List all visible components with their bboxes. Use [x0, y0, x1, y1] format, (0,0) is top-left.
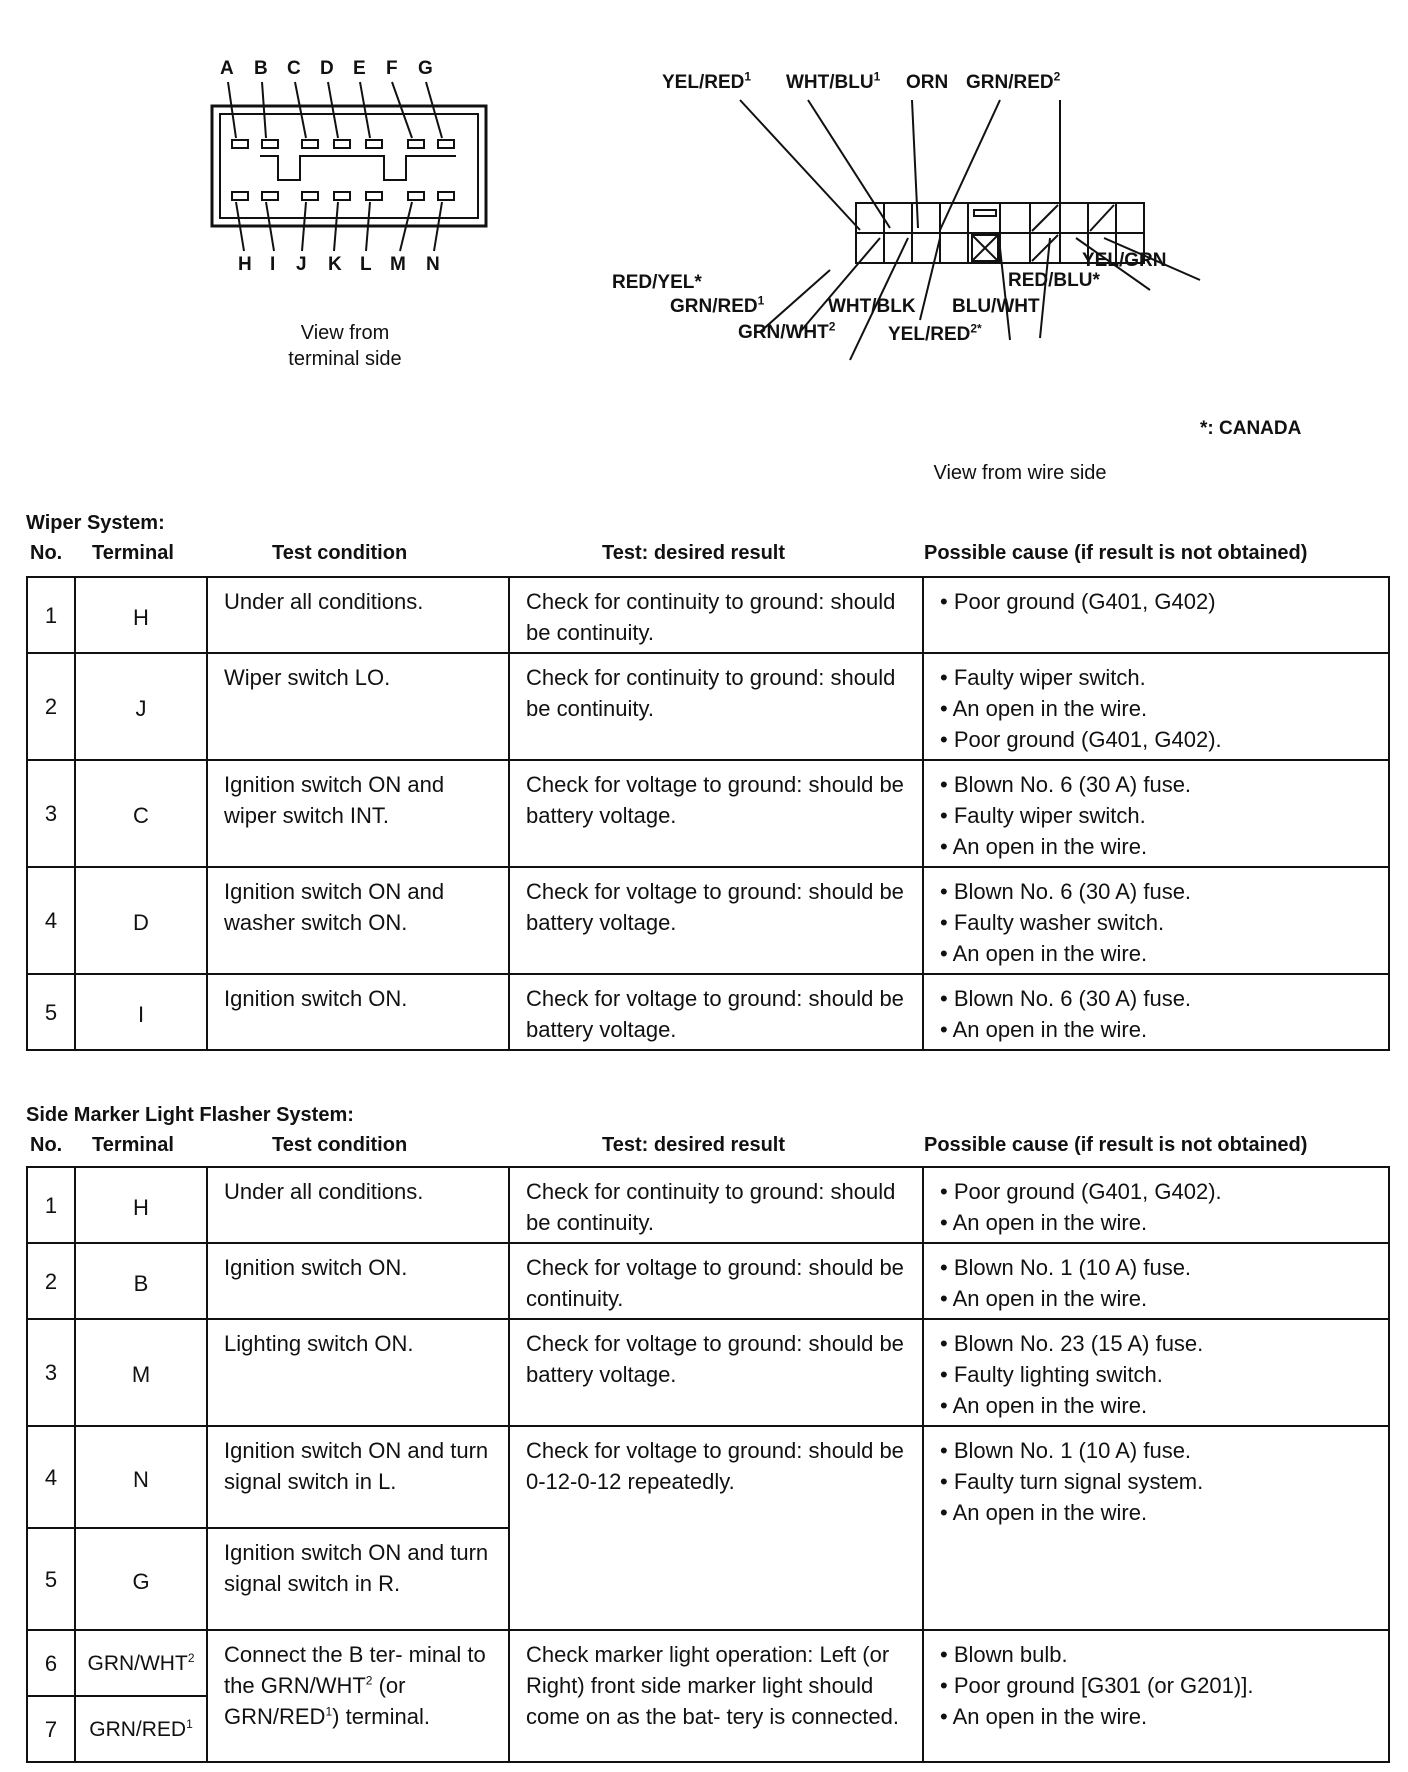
wire-label-yel-red2: YEL/$RED^{2*}$	[888, 321, 982, 345]
pin-label-e: E	[353, 58, 366, 79]
table-row: 6 GRN/WHT$^2$ Connect the B ter- minal to the GRN/WHT$^2$ (or GRN/RED$^1$) terminal. Check marker light operation: Left (or Right) front side marker light should come on as the bat- tery is connected. • Blown bulb. • Poor ground [G301 (or G201)]. • An open in the wire.	[27, 1630, 1389, 1696]
pin-label-l: L	[360, 254, 372, 275]
table-row: 5 I Ignition switch ON. Check for voltage to ground: should be battery voltage. • Blown No. 6 (30 A) fuse. • An open in the wire.	[27, 974, 1389, 1050]
wiper-table	[26, 576, 1390, 1051]
terminal-side-caption: View from terminal side	[288, 322, 402, 370]
pin-label-i: I	[270, 254, 276, 275]
marker-table	[26, 1166, 1390, 1763]
wire-label-blu-wht: BLU/WHT	[952, 296, 1040, 317]
pin-label-c: C	[287, 58, 301, 79]
connector-terminal-side-diagram	[190, 56, 490, 286]
wire-label-wht-blk: WHT/BLK	[828, 296, 916, 317]
wire-label-grn-red1: GRN/RED$^1$	[670, 293, 765, 317]
wire-label-red-yel: RED/YEL*	[612, 272, 702, 293]
wire-label-wht-blu1: WHT/BLU$^1$	[786, 69, 881, 93]
wire-label-yel-red1: YEL/RED$^1$	[662, 69, 752, 93]
table-row: 2 B Ignition switch ON. Check for voltage to ground: should be continuity. • Blown No. 1 (10 A) fuse. • An open in the wire.	[27, 1243, 1389, 1319]
pin-label-j: J	[296, 254, 307, 275]
header-no: No.	[30, 542, 63, 564]
header-cause: Possible cause (if result is not obtained)	[924, 542, 1308, 564]
table-row: 3 C Ignition switch ON and wiper switch INT. Check for voltage to ground: should be battery voltage. • Blown No. 6 (30 A) fuse. • Faulty wiper switch. • An open in the wire.	[27, 760, 1389, 867]
pin-label-h: H	[238, 254, 252, 275]
header-no: No.	[30, 1134, 63, 1156]
wire-label-yel-grn: YEL/GRN	[1082, 250, 1167, 271]
header-terminal: Terminal	[92, 542, 174, 564]
table-row: 7 GRN/RED$^1$	[27, 1696, 1389, 1762]
pin-label-b: B	[254, 58, 268, 79]
pin-label-a: A	[220, 58, 234, 79]
header-result: Test: desired result	[602, 542, 786, 564]
table-row: 2 J Wiper switch LO. Check for continuity to ground: should be continuity. • Faulty wiper switch. • An open in the wire. • Poor ground (G401, G402).	[27, 653, 1389, 760]
header-cause: Possible cause (if result is not obtained)	[924, 1134, 1308, 1156]
wire-label-orn: ORN	[906, 72, 949, 93]
pin-label-m: M	[390, 254, 406, 275]
header-result: Test: desired result	[602, 1134, 786, 1156]
marker-column-headers	[30, 1134, 1390, 1162]
connector-outline	[190, 56, 490, 286]
wire-label-red-blu: RED/BLU*	[1008, 270, 1100, 291]
table-row: 4 D Ignition switch ON and washer switch ON. Check for voltage to ground: should be battery voltage. • Blown No. 6 (30 A) fuse. • Faulty washer switch. • An open in the wire.	[27, 867, 1389, 974]
pin-label-d: D	[320, 58, 334, 79]
table-row: 5 G Ignition switch ON and turn signal switch in R.	[27, 1528, 1389, 1630]
wiper-section-title: Wiper System:	[26, 512, 165, 534]
pin-label-f: F	[386, 58, 398, 79]
wiper-column-headers	[30, 542, 1390, 570]
wire-label-grn-red2: GRN/RED$^2$	[966, 69, 1061, 93]
connector-wire-side-diagram	[612, 69, 1320, 390]
wire-label-grn-wht2: GRN/WHT$^2$	[738, 319, 836, 343]
table-row: 4 N Ignition switch ON and turn signal switch in L. Check for voltage to ground: should be 0-12-0-12 repeatedly. • Blown No. 1 (10 A) fuse. • Faulty turn signal system. • An open in the wire.	[27, 1426, 1389, 1528]
header-condition: Test condition	[272, 1134, 408, 1156]
canada-footnote: *: CANADA	[1200, 418, 1302, 439]
marker-section-title: Side Marker Light Flasher System:	[26, 1104, 354, 1126]
wire-side-caption: View from wire side	[933, 462, 1107, 484]
header-terminal: Terminal	[92, 1134, 174, 1156]
table-row: 1 H Under all conditions. Check for continuity to ground: should be continuity. • Poor ground (G401, G402)	[27, 577, 1389, 653]
pin-label-n: N	[426, 254, 440, 275]
pin-label-g: G	[418, 58, 433, 79]
pin-label-k: K	[328, 254, 342, 275]
table-row: 3 M Lighting switch ON. Check for voltage to ground: should be battery voltage. • Blown No. 23 (15 A) fuse. • Faulty lighting switch. • An open in the wire.	[27, 1319, 1389, 1426]
header-condition: Test condition	[272, 542, 408, 564]
table-row: 1 H Under all conditions. Check for continuity to ground: should be continuity. • Poor ground (G401, G402). • An open in the wire.	[27, 1167, 1389, 1243]
